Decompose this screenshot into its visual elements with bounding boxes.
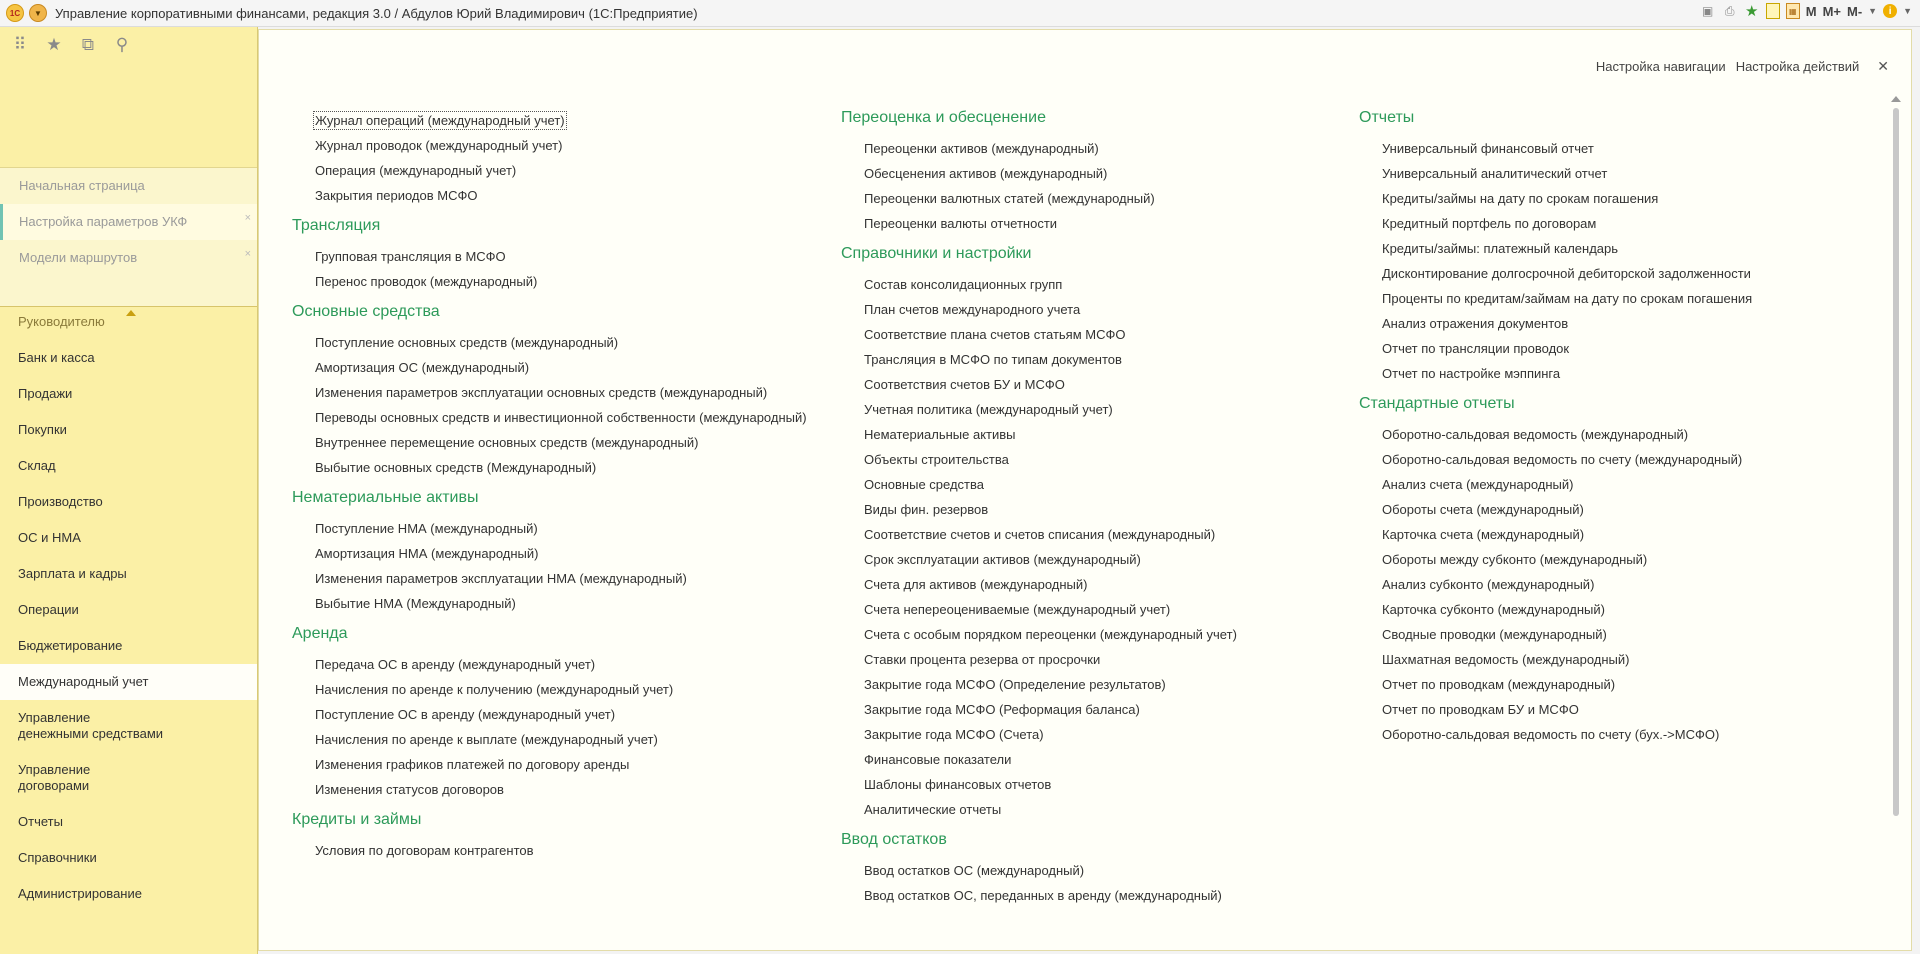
nav-link-label: Счета для активов (международный) (864, 577, 1088, 592)
nav-link[interactable] (864, 772, 1237, 797)
nav-link[interactable] (315, 133, 807, 158)
nav-link[interactable] (315, 702, 807, 727)
nav-link-label: Изменения графиков платежей по договору аренды (315, 757, 630, 772)
main-menu-icon[interactable]: ▼ (29, 4, 47, 22)
nav-link-label: Обороты счета (международный) (1382, 502, 1584, 517)
section-item-label: Склад (18, 458, 56, 473)
nav-link-label: Операция (международный учет) (315, 163, 517, 178)
nav-link-label: Соответствие плана счетов статьям МСФО (864, 327, 1126, 342)
nav-link-label: Отчет по трансляции проводок (1382, 341, 1570, 356)
vertical-scrollbar[interactable] (1893, 108, 1899, 816)
nav-link[interactable] (315, 244, 807, 269)
open-windows-list (0, 167, 257, 307)
nav-link[interactable] (315, 777, 807, 802)
favorite-star-icon[interactable]: ★ (1744, 3, 1759, 20)
nav-link[interactable] (864, 347, 1237, 372)
nav-link-label: Переводы основных средств и инвестиционной собственности (международный) (315, 410, 807, 425)
section-item-label: ОС и НМА (18, 530, 81, 545)
nav-link[interactable] (864, 672, 1237, 697)
nav-link[interactable] (315, 158, 807, 183)
group-title: Ввод остатков (841, 831, 947, 848)
history-item[interactable] (0, 204, 257, 240)
section-item[interactable] (0, 700, 257, 752)
nav-link[interactable] (864, 161, 1237, 186)
nav-link-label: Изменения параметров эксплуатации основных средств (международный) (315, 385, 768, 400)
info-icon[interactable]: i (1883, 4, 1897, 18)
nav-link-label: Шаблоны финансовых отчетов (864, 777, 1052, 792)
section-item-label: Продажи (18, 386, 73, 401)
history-item-label: Начальная страница (19, 178, 145, 193)
nav-link-label: Виды фин. резервов (864, 502, 989, 517)
nav-link[interactable] (864, 297, 1237, 322)
nav-link[interactable] (1382, 522, 1752, 547)
nav-link[interactable] (1382, 236, 1752, 261)
nav-link[interactable] (1382, 361, 1752, 386)
nav-link[interactable] (1382, 722, 1752, 747)
nav-link[interactable] (315, 591, 807, 616)
nav-link[interactable] (864, 322, 1237, 347)
nav-link-label: Обесценения активов (международный) (864, 166, 1108, 181)
nav-link[interactable] (864, 136, 1237, 161)
section-item[interactable] (0, 664, 257, 700)
nav-link-label: Внутреннее перемещение основных средств (международный) (315, 435, 699, 450)
nav-link-label: Закрытие года МСФО (Реформация баланса) (864, 702, 1140, 717)
nav-link[interactable] (1382, 672, 1752, 697)
nav-link-label: Закрытия периодов МСФО (315, 188, 478, 203)
section-item-label: Покупки (18, 422, 67, 437)
nav-link[interactable] (864, 622, 1237, 647)
nav-link[interactable] (864, 883, 1237, 908)
close-icon[interactable]: × (244, 248, 251, 260)
nav-link[interactable] (864, 697, 1237, 722)
nav-link-label: Условия по договорам контрагентов (315, 843, 534, 858)
title-bar (0, 0, 1920, 27)
section-item[interactable] (0, 412, 257, 448)
nav-link[interactable] (1382, 472, 1752, 497)
history-item[interactable] (0, 240, 257, 276)
nav-link[interactable] (315, 430, 807, 455)
nav-link[interactable] (1382, 211, 1752, 236)
section-item-label: Управление договорами (18, 762, 91, 793)
nav-link-label: Ввод остатков ОС, переданных в аренду (международный) (864, 888, 1222, 903)
section-item-label: Производство (18, 494, 103, 509)
nav-link-label: Карточка субконто (международный) (1382, 602, 1605, 617)
nav-link[interactable] (864, 472, 1237, 497)
nav-link[interactable] (315, 380, 807, 405)
nav-link-label: Состав консолидационных групп (864, 277, 1063, 292)
star-icon[interactable]: ★ (46, 35, 62, 54)
nav-link-label: Передача ОС в аренду (международный учет) (315, 657, 596, 672)
nav-link[interactable] (864, 497, 1237, 522)
column-3 (1359, 108, 1752, 747)
nav-link-label: Выбытие основных средств (Международный) (315, 460, 597, 475)
nav-link[interactable] (864, 597, 1237, 622)
nav-link[interactable] (315, 516, 807, 541)
nav-link-label: Шахматная ведомость (международный) (1382, 652, 1630, 667)
group-title: Отчеты (1359, 109, 1415, 126)
nav-link[interactable] (1382, 547, 1752, 572)
sidebar-toolbar (0, 27, 257, 63)
nav-link[interactable] (864, 647, 1237, 672)
nav-link-label: Начисления по аренде к получению (международный учет) (315, 682, 674, 697)
print-icon[interactable]: ⎙ (1724, 3, 1735, 18)
nav-link[interactable] (1382, 497, 1752, 522)
section-item-label: Операции (18, 602, 79, 617)
nav-link-label: Переоценки валюты отчетности (864, 216, 1058, 231)
nav-link[interactable] (864, 547, 1237, 572)
nav-link[interactable] (1382, 597, 1752, 622)
nav-link[interactable] (315, 838, 807, 863)
nav-link[interactable] (864, 397, 1237, 422)
nav-link[interactable] (864, 211, 1237, 236)
section-item[interactable] (0, 556, 257, 592)
scrollbar-thumb[interactable] (1893, 108, 1899, 816)
memory-minus-button[interactable]: M- (1846, 3, 1863, 19)
nav-link[interactable] (864, 572, 1237, 597)
section-item-label: Бюджетирование (18, 638, 123, 653)
nav-link-label: Поступление ОС в аренду (международный учет) (315, 707, 616, 722)
nav-link-label: Закрытие года МСФО (Определение результатов) (864, 677, 1166, 692)
nav-link-label: Закрытие года МСФО (Счета) (864, 727, 1044, 742)
history-item[interactable] (0, 168, 257, 204)
nav-link-label: Сводные проводки (международный) (1382, 627, 1607, 642)
nav-link-label: Соответствия счетов БУ и МСФО (864, 377, 1065, 392)
section-item[interactable] (0, 484, 257, 520)
history-item-label: Модели маршрутов (19, 250, 138, 265)
nav-link[interactable] (864, 186, 1237, 211)
calendar-icon[interactable]: ▦ (1786, 3, 1800, 19)
main-panel (258, 29, 1912, 951)
section-item-label: Международный учет (18, 674, 149, 689)
search-icon[interactable]: ⚲ (115, 35, 129, 54)
history-item-label: Настройка параметров УКФ (19, 214, 188, 229)
nav-link-label: Счета с особым порядком переоценки (международный учет) (864, 627, 1237, 642)
nav-link[interactable] (1382, 186, 1752, 211)
nav-link-label: Начисления по аренде к выплате (международный учет) (315, 732, 658, 747)
nav-link-label: Трансляция в МСФО по типам документов (864, 352, 1122, 367)
nav-link[interactable] (1382, 572, 1752, 597)
section-item-label: Администрирование (18, 886, 142, 901)
nav-link-label: Переоценки активов (международный) (864, 141, 1099, 156)
nav-link-label: Анализ субконто (международный) (1382, 577, 1595, 592)
nav-link[interactable] (864, 372, 1237, 397)
group-title: Стандартные отчеты (1359, 395, 1515, 412)
section-item[interactable] (0, 628, 257, 664)
nav-link[interactable] (315, 652, 807, 677)
nav-link[interactable] (1382, 697, 1752, 722)
nav-link-label: Отчет по проводкам (международный) (1382, 677, 1616, 692)
nav-link[interactable] (864, 722, 1237, 747)
save-icon[interactable]: ▣ (1702, 4, 1714, 18)
nav-link[interactable] (315, 183, 807, 208)
history-icon[interactable]: ⧉ (81, 35, 95, 54)
nav-link-label: Универсальный аналитический отчет (1382, 166, 1608, 181)
nav-link-label: Оборотно-сальдовая ведомость по счету (международный) (1382, 452, 1743, 467)
nav-link-label: Универсальный финансовый отчет (1382, 141, 1594, 156)
memory-button[interactable]: M (1805, 3, 1817, 19)
nav-link-label: Ввод остатков ОС (международный) (864, 863, 1085, 878)
nav-link[interactable] (864, 422, 1237, 447)
nav-link-label: Журнал проводок (международный учет) (315, 138, 563, 153)
nav-link-label: Объекты строительства (864, 452, 1009, 467)
nav-link-label: Учетная политика (международный учет) (864, 402, 1113, 417)
close-icon[interactable]: × (244, 212, 251, 224)
nav-link-label: Отчет по проводкам БУ и МСФО (1382, 702, 1579, 717)
group-title: Кредиты и займы (292, 811, 422, 828)
nav-link-label: Кредиты/займы: платежный календарь (1382, 241, 1619, 256)
nav-link-label: Изменения параметров эксплуатации НМА (международный) (315, 571, 687, 586)
nav-link[interactable] (315, 455, 807, 480)
section-item[interactable] (0, 376, 257, 412)
nav-link[interactable] (1382, 447, 1752, 472)
chevron-up-icon[interactable] (126, 310, 136, 316)
nav-link-label: Анализ отражения документов (1382, 316, 1569, 331)
action-settings-link[interactable]: Настройка действий (1735, 59, 1860, 74)
nav-link-label: Ставки процента резерва от просрочки (864, 652, 1101, 667)
section-item-label: Справочники (18, 850, 97, 865)
sections-panel (0, 310, 257, 912)
nav-link[interactable] (315, 108, 807, 133)
nav-link-label: Аналитические отчеты (864, 802, 1002, 817)
nav-link-label: Поступление основных средств (международный) (315, 335, 619, 350)
section-item[interactable] (0, 520, 257, 556)
nav-link-label: Финансовые показатели (864, 752, 1012, 767)
nav-link[interactable] (315, 566, 807, 591)
nav-link[interactable] (315, 727, 807, 752)
nav-link[interactable] (864, 272, 1237, 297)
top-actions (1596, 58, 1889, 75)
nav-link[interactable] (864, 447, 1237, 472)
nav-link-label: Срок эксплуатации активов (международный) (864, 552, 1141, 567)
nav-link-label: Соответствие счетов и счетов списания (международный) (864, 527, 1216, 542)
nav-link-label: Групповая трансляция в МСФО (315, 249, 506, 264)
nav-link[interactable] (1382, 286, 1752, 311)
section-item-label: Управление денежными средствами (18, 710, 164, 741)
nav-link-label: Переоценки валютных статей (международный) (864, 191, 1155, 206)
nav-link[interactable] (315, 330, 807, 355)
nav-link[interactable] (864, 858, 1237, 883)
nav-link[interactable] (1382, 647, 1752, 672)
nav-link-label: Анализ счета (международный) (1382, 477, 1574, 492)
window-title: Управление корпоративными финансами, редакция 3.0 / Абдулов Юрий Владимирович (1С:Предприятие) (55, 5, 698, 21)
nav-link[interactable] (864, 797, 1237, 822)
group-title: Нематериальные активы (292, 489, 479, 506)
nav-link[interactable] (1382, 161, 1752, 186)
nav-link[interactable] (1382, 422, 1752, 447)
nav-link-label: Перенос проводок (международный) (315, 274, 538, 289)
nav-link[interactable] (315, 405, 807, 430)
nav-link-label: Обороты между субконто (международный) (1382, 552, 1648, 567)
group-title: Трансляция (292, 217, 381, 234)
nav-link[interactable] (315, 269, 807, 294)
section-item[interactable] (0, 448, 257, 484)
nav-link-label: Карточка счета (международный) (1382, 527, 1585, 542)
column-2 (841, 108, 1237, 908)
title-bar-tools (1700, 3, 1912, 19)
nav-link-label: План счетов международного учета (864, 302, 1081, 317)
nav-link[interactable] (1382, 622, 1752, 647)
section-item[interactable] (0, 340, 257, 376)
column-1 (292, 108, 807, 863)
nav-link-label: Кредиты/займы на дату по срокам погашения (1382, 191, 1659, 206)
nav-link[interactable] (1382, 261, 1752, 286)
nav-link-label: Амортизация ОС (международный) (315, 360, 530, 375)
navigation-settings-link[interactable]: Настройка навигации (1595, 59, 1726, 74)
section-item-label: Руководителю (18, 314, 105, 329)
left-panel (0, 27, 258, 954)
section-item-label: Зарплата и кадры (18, 566, 127, 581)
nav-link[interactable] (864, 747, 1237, 772)
group-title: Переоценка и обесценение (841, 109, 1046, 126)
nav-link-label: Дисконтирование долгосрочной дебиторской задолженности (1382, 266, 1751, 281)
scroll-up-icon[interactable] (1891, 96, 1901, 102)
nav-link-label: Журнал операций (международный учет) (315, 113, 565, 128)
apps-grid-icon[interactable]: ⠿ (13, 35, 27, 54)
nav-link-label: Кредитный портфель по договорам (1382, 216, 1597, 231)
nav-link[interactable] (315, 541, 807, 566)
section-item[interactable] (0, 840, 257, 876)
note-icon[interactable] (1766, 3, 1780, 19)
nav-link-label: Оборотно-сальдовая ведомость (международный) (1382, 427, 1689, 442)
group-title: Справочники и настройки (841, 245, 1032, 262)
nav-link-label: Проценты по кредитам/займам на дату по срокам погашения (1382, 291, 1753, 306)
group-title: Основные средства (292, 303, 440, 320)
close-icon[interactable]: ✕ (1877, 58, 1889, 74)
nav-link[interactable] (1382, 336, 1752, 361)
section-item[interactable] (0, 876, 257, 912)
nav-link-label: Счета непереоцениваемые (международный учет) (864, 602, 1171, 617)
nav-link-label: Отчет по настройке мэппинга (1382, 366, 1561, 381)
nav-link-label: Оборотно-сальдовая ведомость по счету (бух.->МСФО) (1382, 727, 1720, 742)
nav-link[interactable] (1382, 136, 1752, 161)
nav-link[interactable] (315, 355, 807, 380)
memory-plus-button[interactable]: M+ (1822, 3, 1841, 19)
section-item[interactable] (0, 592, 257, 628)
chevron-down-icon[interactable]: ▼ (1903, 6, 1912, 16)
chevron-down-icon[interactable]: ▼ (1868, 6, 1878, 16)
nav-link[interactable] (315, 677, 807, 702)
nav-link-label: Изменения статусов договоров (315, 782, 504, 797)
onec-logo-icon[interactable]: 1С (6, 4, 24, 22)
section-item[interactable] (0, 804, 257, 840)
nav-link-label: Нематериальные активы (864, 427, 1016, 442)
nav-link[interactable] (1382, 311, 1752, 336)
nav-link[interactable] (315, 752, 807, 777)
section-item-label: Отчеты (18, 814, 63, 829)
group-title: Аренда (292, 625, 348, 642)
section-item[interactable] (0, 752, 257, 804)
nav-link-label: Выбытие НМА (Международный) (315, 596, 516, 611)
nav-link-label: Основные средства (864, 477, 984, 492)
nav-link[interactable] (864, 522, 1237, 547)
section-item-label: Банк и касса (18, 350, 95, 365)
nav-link-label: Поступление НМА (международный) (315, 521, 538, 536)
nav-link-label: Амортизация НМА (международный) (315, 546, 539, 561)
